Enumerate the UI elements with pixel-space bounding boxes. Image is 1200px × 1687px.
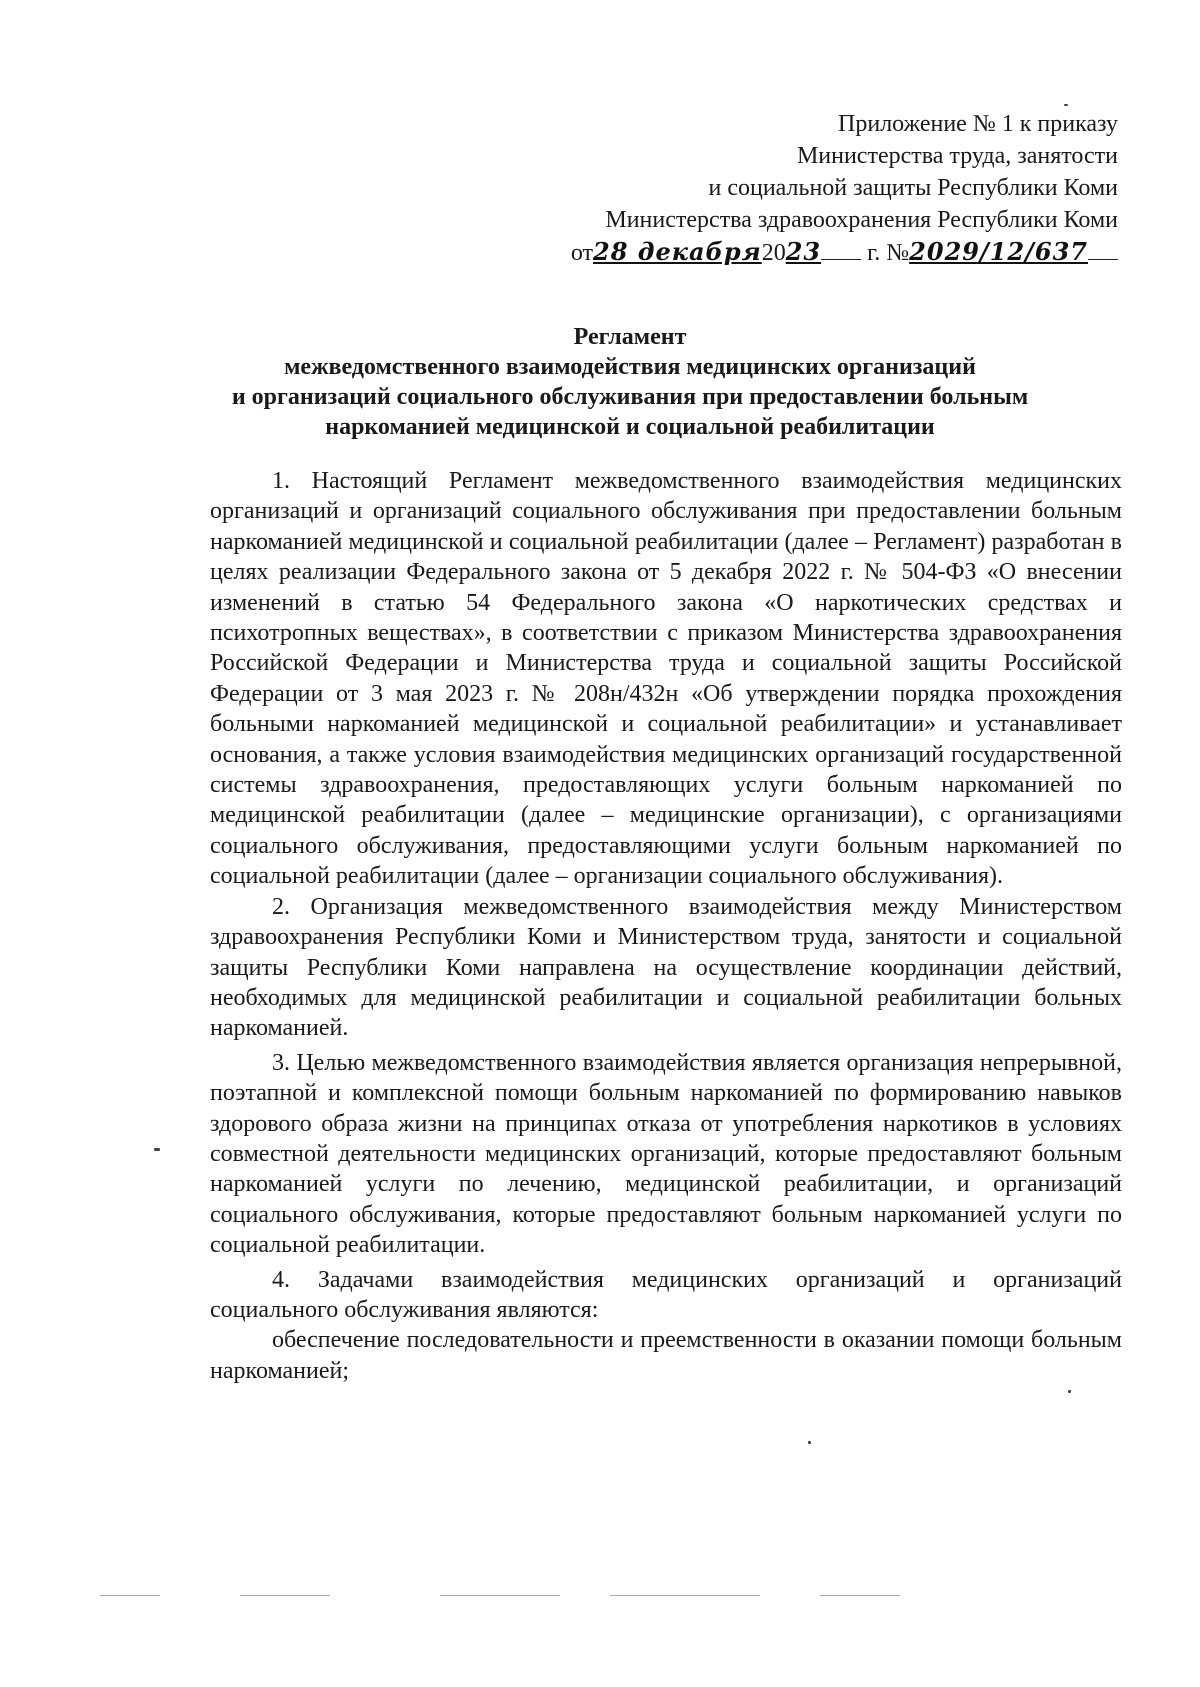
- handwritten-date: 28 декабря: [593, 237, 762, 266]
- appendix-line-3: и социальной защиты Республики Коми: [708, 175, 1118, 201]
- paragraph-5: обеспечение последовательности и преемственности в оказании помощи больным наркоманией;: [210, 1327, 1122, 1384]
- scan-edge-mark: [610, 1595, 760, 1596]
- appendix-line-1: Приложение № 1 к приказу: [838, 111, 1118, 137]
- paragraph-2: 2. Организация межведомственного взаимодействия между Министерством здравоохранения Республики Коми и Министерством труда, занятости и социальной защиты Республики Коми направлена на осуществление координации действий, необходимых для медицинской реабилитации и социальной реабилитации больных наркоманией.: [210, 893, 1122, 1042]
- scan-edge-mark: [440, 1595, 560, 1596]
- scan-edge-mark: [240, 1595, 330, 1596]
- document-body: [210, 466, 1122, 1386]
- handwritten-number: 2029/12/637: [909, 237, 1088, 266]
- title-heading: Регламент: [573, 324, 687, 350]
- appendix-date-line: [498, 236, 1118, 269]
- handwritten-year: 23: [785, 237, 822, 266]
- scan-edge-mark: [100, 1595, 160, 1596]
- scan-speck: [1068, 1390, 1071, 1393]
- appendix-header: [498, 108, 1118, 269]
- from-label: от: [570, 240, 593, 266]
- document-title: [150, 322, 1110, 442]
- scan-speck: [1064, 104, 1068, 106]
- scan-edge-mark: [820, 1595, 900, 1596]
- paragraph-4: 4. Задачами взаимодействия медицинских организаций и организаций социального обслуживания являются:: [210, 1266, 1122, 1323]
- title-line-4: наркоманией медицинской и социальной реабилитации: [325, 414, 935, 440]
- year-suffix: г. №: [867, 240, 910, 266]
- appendix-line-4: Министерства здравоохранения Республики Коми: [605, 207, 1118, 233]
- year-prefix: 20: [761, 240, 786, 266]
- year-underline: [821, 259, 861, 260]
- title-line-2: межведомственного взаимодействия медицинских организаций: [284, 354, 976, 380]
- appendix-line-2: Министерства труда, занятости: [796, 143, 1118, 169]
- paragraph-1: 1. Настоящий Регламент межведомственного взаимодействия медицинских организаций и организаций социального обслуживания при предоставлении больным наркоманией медицинской и социальной реабилитации (далее – Регламент) разработан в целях реализации Федерального закона от 5 декабря 2022 г. № 504-ФЗ «О внесении изменений в статью 54 Федерального закона «О наркотических средствах и психотропных веществах», в соответствии с приказом Министерства здравоохранения Российской Федерации и Министерства труда и социальной защиты Российской Федерации от 3 мая 2023 г. № 208н/432н «Об утверждении порядка прохождения больными наркоманией медицинской и социальной реабилитации» и устанавливает основания, а также условия взаимодействия медицинских организаций государственной системы здравоохранения, предоставляющих услуги больным наркоманией по медицинской реабилитации (далее – медицинские организации), с организациями социального обслуживания, предоставляющими услуги больным наркоманией по социальной реабилитации (далее – организации социального обслуживания).: [210, 468, 1122, 890]
- scan-speck: [154, 1148, 160, 1151]
- number-underline: [1088, 259, 1118, 260]
- title-line-3: и организаций социального обслуживания при предоставлении больным: [231, 384, 1029, 410]
- paragraph-3: 3. Целью межведомственного взаимодействия является организация непрерывной, поэтапной и комплексной помощи больным наркоманией по формированию навыков здорового образа жизни на принципах отказа от употребления наркотиков в условиях совместной деятельности медицинских организаций, которые предоставляют больным наркоманией услуги по лечению, медицинской реабилитации, и организаций социального обслуживания, которые предоставляют больным наркоманией услуги по социальной реабилитации.: [210, 1049, 1122, 1259]
- scan-speck: [808, 1441, 811, 1444]
